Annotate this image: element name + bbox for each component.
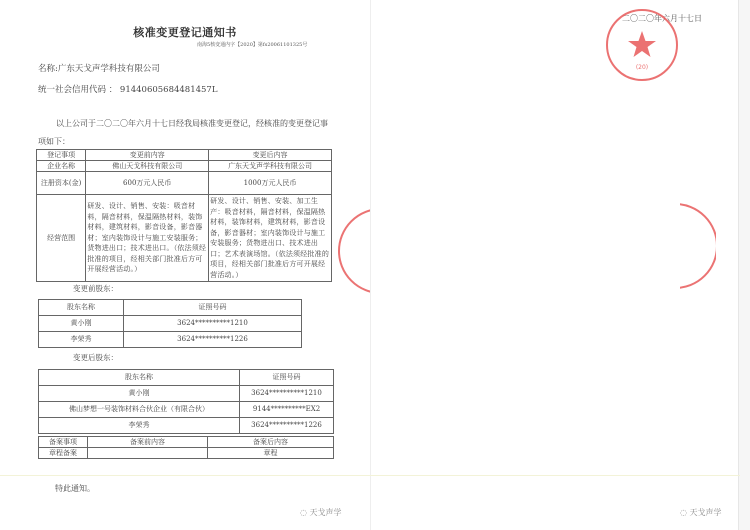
- table-row: 佛山梦想一号装饰材料合伙企业（有限合伙） 9144**********EX2: [39, 402, 334, 418]
- table-row: 黄小刚 3624**********1210: [39, 316, 302, 332]
- table-row: 章程备案 章程: [39, 448, 334, 459]
- seam-seal-left: [338, 208, 370, 294]
- header-before: 变更前内容: [86, 150, 209, 161]
- table-row: 李荣秀 3624**********1226: [39, 418, 334, 434]
- watermark-right: ◌ 天戈声学: [680, 508, 722, 517]
- change-table: [36, 149, 332, 282]
- filing-table: 备案事项 备案前内容 备案后内容 章程备案 章程: [38, 436, 334, 459]
- table-row: 李荣秀 3624**********1226: [39, 332, 302, 348]
- header-after: 变更后内容: [209, 150, 332, 161]
- document-title: 核准变更登记通知书: [133, 26, 237, 39]
- intro-paragraph: 以上公司于二〇二〇年六月十七日经我局核准变更登记，经核准的变更登记事项如下：: [38, 119, 328, 146]
- closing-text: 特此通知。: [55, 484, 95, 493]
- shareholders-after-label: 变更后股东：: [73, 353, 118, 362]
- document-number: 南海5核变通内字【2020】第fs20061101325号: [197, 42, 308, 48]
- credit-code-label: 统一社会信用代码 ：: [38, 85, 118, 95]
- watermark-left: ◌ 天戈声学: [300, 508, 342, 517]
- table-row: 注册资本(金) 600万元人民币 1000万元人民币: [37, 172, 332, 195]
- wechat-icon: ◌: [300, 508, 307, 517]
- table-row: 企业名称 佛山天戈科技有限公司 广东天戈声学科技有限公司: [37, 161, 332, 172]
- table-row: 经营范围 研发、设计、销售、安装：吸音材料，隔音材料，保温隔热材料，装饰材料，建筑材料，影音设备，影音器材；室内装饰设计与施工安装服务；货物进出口；技术进出口。（依法须经批准的项目，经相关部门批准后方可开展经营活动。） 研发、设计、销售、安装、加工生产：吸音材料，隔音材料，保温隔热材料，装饰材料，建筑材料，影音设备，影音器材；室内装饰设计与施工安装服务；货物进出口、技术进出口；艺术表演场馆。（依法须经批准的项目，经相关部门批准后方可开展经营活动。）: [37, 195, 332, 282]
- star-icon: [608, 11, 676, 79]
- wechat-icon: ◌: [680, 508, 687, 517]
- page-edge: [738, 0, 750, 530]
- name-value: 广东天戈声学科技有限公司: [57, 64, 160, 74]
- company-name-line: [38, 62, 160, 74]
- shareholders-after-table: 股东名称 证照号码 黄小刚 3624**********1210 佛山梦想一号装饰材料合伙企业（有限合伙） 9144**********EX2 李荣秀 3624**********1226: [38, 369, 334, 434]
- shareholders-before-table: 股东名称 证照号码 黄小刚 3624**********1210 李荣秀 3624**********1226: [38, 299, 302, 348]
- credit-code-line: [38, 83, 218, 95]
- credit-code-value: 91440605684481457L: [119, 85, 218, 95]
- shareholders-before-label: 变更前股东：: [73, 284, 118, 293]
- svg-text:(20): (20): [635, 64, 649, 71]
- official-seal: [606, 9, 678, 81]
- fold-line: [0, 475, 740, 476]
- table-row: 黄小刚 3624**********1210: [39, 386, 334, 402]
- name-label: 名称:: [38, 64, 58, 74]
- issue-date: 二〇二〇年六月十七日: [622, 14, 702, 23]
- seam-seal-right: [680, 203, 716, 289]
- header-item: 登记事项: [37, 150, 86, 161]
